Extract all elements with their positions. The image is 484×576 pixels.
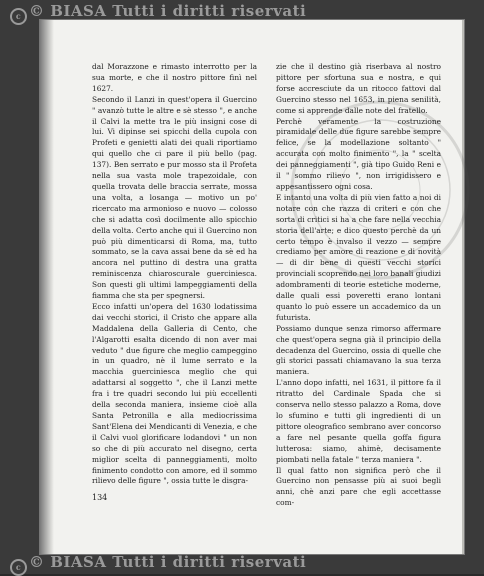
paragraph: Il qual fatto non significa però che il Guercino non pensasse più ai suoi begli anni, chè anzi pare che egli accettasse com- <box>276 465 441 508</box>
copyright-icon: c <box>10 559 27 576</box>
paragraph: E intanto una volta di più vien fatto a noi di notare con che razza di criteri e con che sorta di critici si ha a che fare nella vecchia storia dell'arte; e dico questo perchè da un certo tempo è invalso il vezzo — sempre crediamo per amore di reazione e di novità — di dir bene di questi vecchi storici provinciali scoprendo nei loro banali giudizi adombramenti di teorie estetiche moderne, dalle quali essi poveretti erano lontani quanto lo può essere un accademico da un futurista. <box>276 192 441 322</box>
right-text-column <box>276 62 441 509</box>
paragraph: zie che il destino già riserbava al nostro pittore per sfortuna sua e nostra, e qui forse accresciute da un ritocco fattovi dal Guercino stesso nel 1653, in piena senilità, come si apprende dalle note del fratello. <box>276 62 441 115</box>
copyright-watermark-bottom: c © BIASA Tutti i diritti riservati <box>10 553 306 576</box>
page-binding-shadow <box>40 20 54 554</box>
paragraph: Perchè veramente la costruzione piramidale delle due figure sarebbe sempre felice, se la modellazione soltanto " accurata con molto finimento ", la " scelta dei panneggiamenti ", già tipo Guido Reni e il " sommo rilievo ", non irrigidissero e appesantissero ogni cosa. <box>276 116 441 191</box>
paragraph: Ecco infatti un'opera del 1630 lodatissima dai vecchi storici, il Cristo che appare alla Maddalena della Galleria di Cento, che l'Algarotti esalta dicendo di non aver mai veduto " due figure che meglio campeggino in un quadro, nè il lume serrato e la macchia guerciniesca meglio che qui adattarsi al soggetto ", che il Lanzi mette fra i tre quadri secondo lui più eccellenti della seconda maniera, insieme cioè alla Santa Petronilla e alla mediocrissima Sant'Elena dei Mendicanti di Venezia, e che il Calvi vuol glorificare lodandovi " un non so che di più accurato nel disegno, certa miglior scelta di panneggiamenti, molto finimento condotto con amore, ed il sommo rilievo delle figure ", ossia tutte le disgra- <box>92 301 257 486</box>
paragraph: Secondo il Lanzi in quest'opera il Guercino " avanzò tutte le altre e sè stesso ", e anche il Calvi la mette tra le più insigni cose di lui. Vi dipinse sei spicchi della cupola con Profeti e genietti alati dei quali riportiamo qui quello che ci pare il più bello (pag. 137). Ben serrato e pur mosso sta il Profeta nella sua vasta mole trapezoidale, con quella trovata delle braccia serrate, mossa una volta, a losanga — motivo un po' ricercato ma armonioso e nuovo — colosso che si adatta così docilmente allo spicchio della volta. Certo anche qui il Guercino non può più dimenticarsi di Roma, ma, tutto sommato, se la cava assai bene da sè ed ha ancora nel puttino di destra una gratta reminiscenza chiaroscurale guerciniesca. Son questi gli ultimi lampeggiamenti della fiamma che sta per spegnersi. <box>92 94 257 301</box>
paragraph: dal Morazzone e rimasto interrotto per la sua morte, e che il nostro pittore finì nel 1627. <box>92 62 257 93</box>
left-text-column <box>92 62 257 487</box>
paragraph: L'anno dopo infatti, nel 1631, il pittore fa il ritratto del Cardinale Spada che si conserva nello stesso palazzo a Roma, dove lo sfumino e tutti gli ingredienti di un pittore oleografico sembrano aver concorso a fare nel pesante quella goffa figura lutterosa: siamo, ahimè, decisamente piombati nella fatale " terza maniera ". <box>276 378 441 464</box>
copyright-watermark-top: c © BIASA Tutti i diritti riservati <box>10 2 306 25</box>
copyright-icon: c <box>10 8 27 25</box>
paragraph: Possiamo dunque senza rimorso affermare che quest'opera segna già il principio della decadenza del Guercino, ossia di quelle che gli storici passati chiamavano la sua terza maniera. <box>276 323 441 377</box>
page-number: 134 <box>92 493 108 502</box>
